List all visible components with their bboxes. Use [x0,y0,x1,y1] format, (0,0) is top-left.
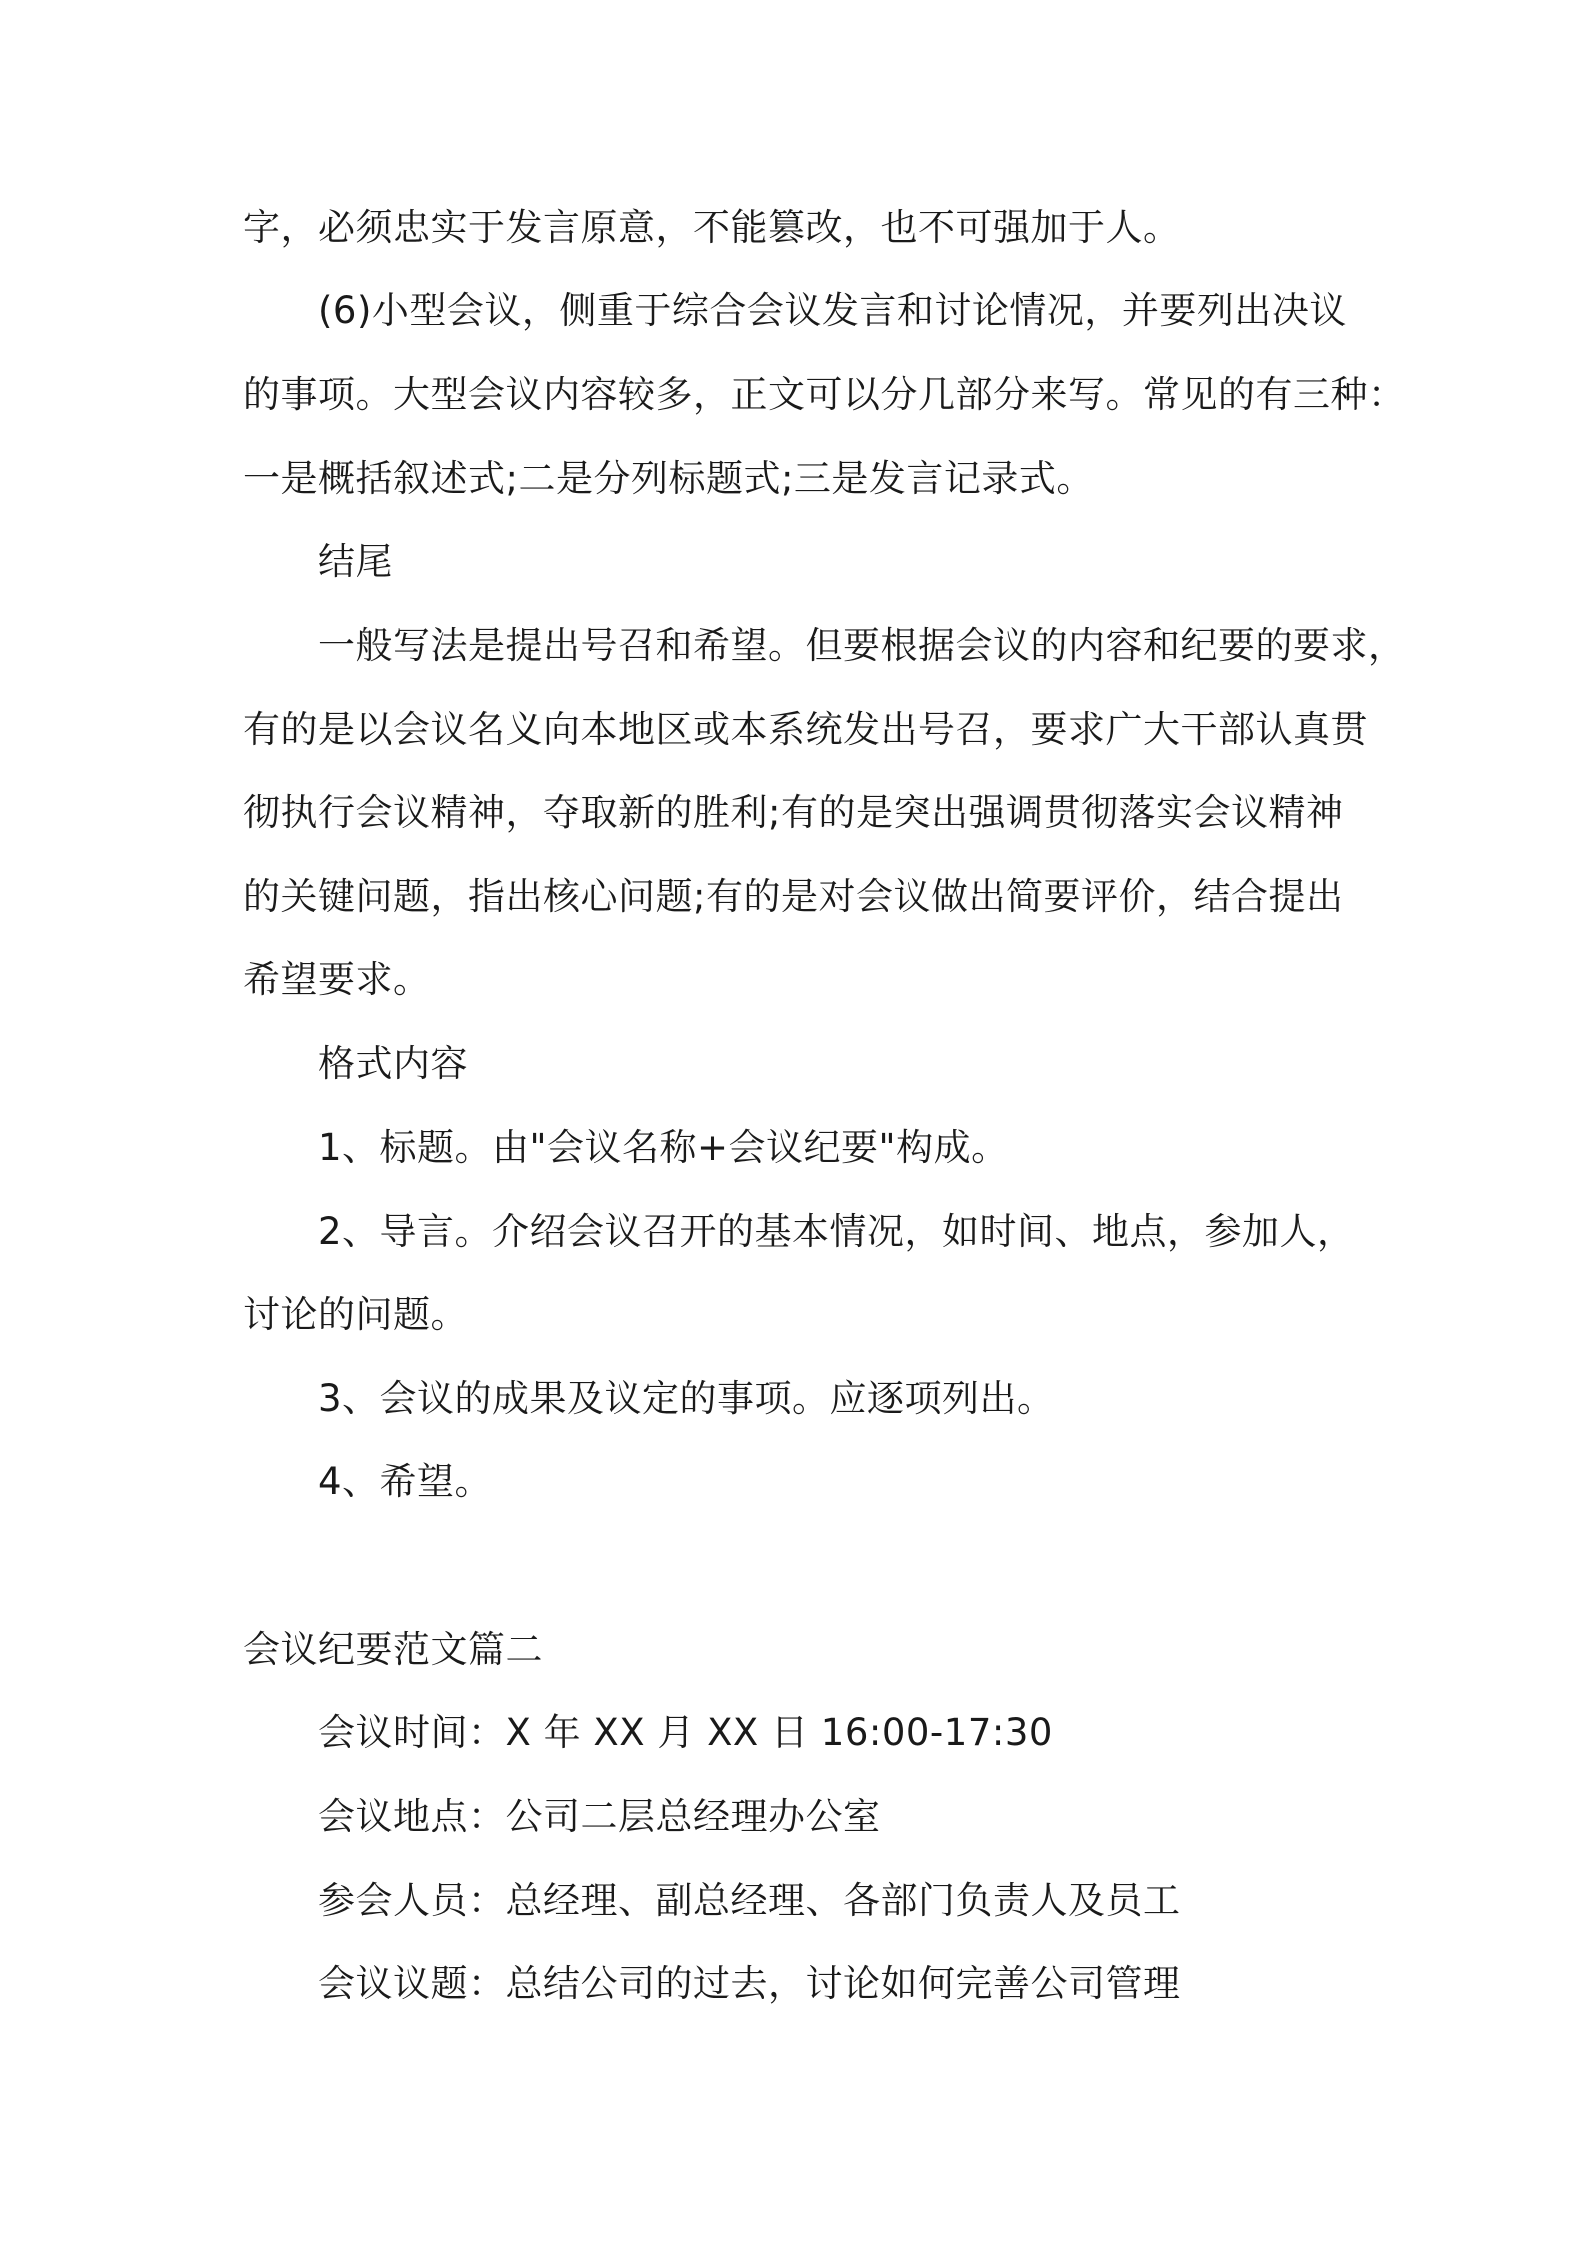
text-line-1: 字，必须忠实于发言原意，不能篡改，也不可强加于人。 [243,206,1181,249]
list-item-3: 3、会议的成果及议定的事项。应逐项列出。 [318,1377,1055,1420]
section-heading-format: 格式内容 [318,1042,468,1085]
text-line-3: 的事项。大型会议内容较多，正文可以分几部分来写。常见的有三种： [243,373,1406,416]
list-item-2: 2、导言。介绍会议召开的基本情况，如时间、地点，参加人， [318,1210,1355,1253]
text-line-10: 希望要求。 [243,958,431,1001]
section-heading-ending: 结尾 [318,540,393,583]
meeting-attendees: 参会人员：总经理、副总经理、各部门负责人及员工 [318,1879,1181,1922]
meeting-location: 会议地点：公司二层总经理办公室 [318,1795,881,1838]
article-two-title: 会议纪要范文篇二 [243,1628,543,1671]
meeting-topic: 会议议题：总结公司的过去，讨论如何完善公司管理 [318,1962,1181,2005]
text-line-6: 一般写法是提出号召和希望。但要根据会议的内容和纪要的要求， [318,624,1406,667]
meeting-time: 会议时间：X 年 XX 月 XX 日 16:00-17:30 [318,1711,1053,1754]
text-line-8: 彻执行会议精神，夺取新的胜利;有的是突出强调贯彻落实会议精神 [243,791,1344,834]
list-item-1: 1、标题。由"会议名称+会议纪要"构成。 [318,1126,1009,1169]
text-line-4: 一是概括叙述式;二是分列标题式;三是发言记录式。 [243,457,1094,500]
text-line-9: 的关键问题，指出核心问题;有的是对会议做出简要评价，结合提出 [243,875,1344,918]
text-line-2: (6)小型会议，侧重于综合会议发言和讨论情况，并要列出决议 [318,289,1347,332]
list-item-4: 4、希望。 [318,1460,493,1503]
list-item-2-continued: 讨论的问题。 [243,1293,468,1336]
text-line-7: 有的是以会议名义向本地区或本系统发出号召，要求广大干部认真贯 [243,708,1368,751]
